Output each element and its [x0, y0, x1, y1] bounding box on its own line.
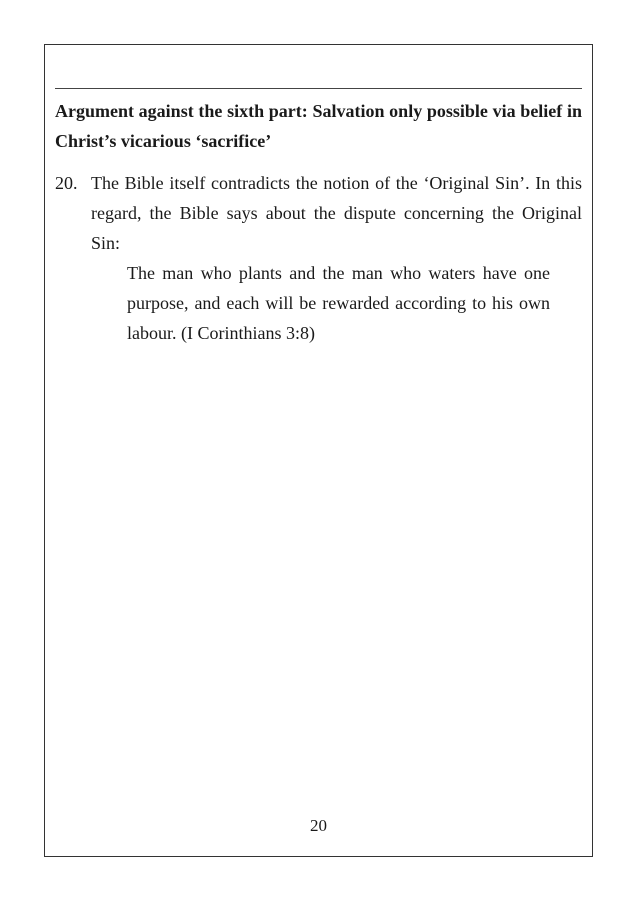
paragraph-text: The Bible itself contradicts the notion of the ‘Original Sin’. In this regard, the Bible says about the dispute concerning the Original Sin: — [91, 173, 582, 253]
page-number: 20 — [310, 816, 327, 835]
block-quote: The man who plants and the man who waters have one purpose, and each will be rewarded according to his own labour. (I Corinthians 3:8) — [127, 263, 550, 343]
section-heading: Argument against the sixth part: Salvation only possible via belief in Christ’s vicarious ‘sacrifice’ — [55, 101, 582, 151]
paragraph-number: 20. — [55, 173, 78, 193]
header-rule — [55, 88, 582, 89]
page-frame — [44, 44, 593, 857]
paragraph-20 — [55, 168, 582, 258]
